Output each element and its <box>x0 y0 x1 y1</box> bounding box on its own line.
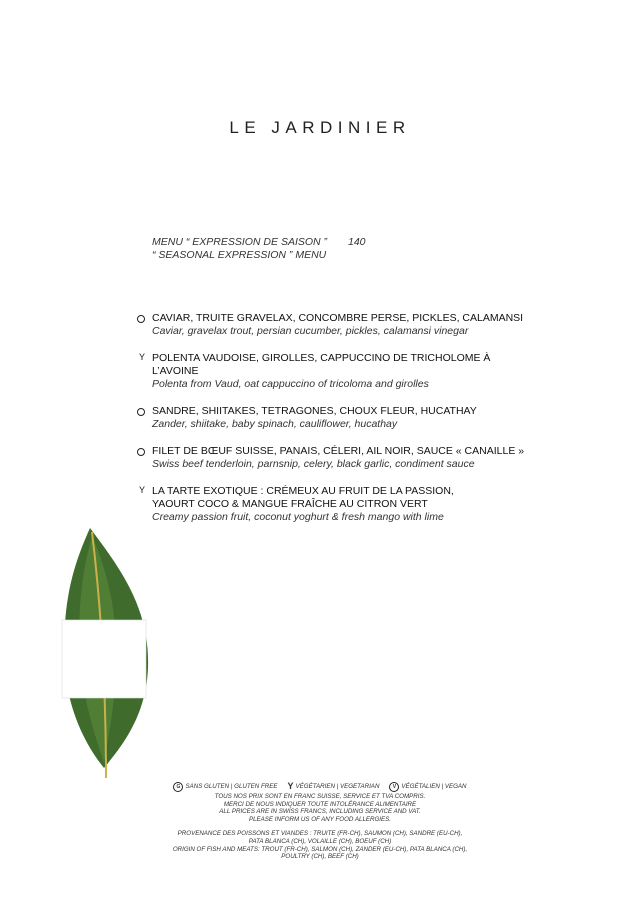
course-item <box>136 445 536 471</box>
origin-note-en-2: POULTRY (CH), BEEF (CH) <box>281 853 359 861</box>
vegetarian-icon: Y <box>287 781 294 792</box>
menu-price: 140 <box>348 236 366 248</box>
vegetarian-icon: Y <box>138 485 145 495</box>
course-title-fr: SANDRE, SHIITAKES, TETRAGONES, CHOUX FLEUR, HUCATHAY <box>152 405 477 417</box>
origin-note-en: ORIGIN OF FISH AND MEATS: TROUT (FR-CH), SALMON (CH), ZANDER (EU-CH), PATA BLANCA (CH), <box>172 845 468 853</box>
course-item <box>136 352 536 391</box>
vegetarian-icon: Y <box>138 352 145 362</box>
course-title-fr: CAVIAR, TRUITE GRAVELAX, CONCOMBRE PERSE, PICKLES, CALAMANSI <box>152 312 524 324</box>
menu-header <box>152 236 366 262</box>
menu-name-en: “ SEASONAL EXPRESSION ” MENU <box>152 249 327 261</box>
course-item <box>136 312 536 338</box>
origin-note-fr-2: PATA BLANCA (CH), VOLAILLE (CH), BOEUF (CH) <box>248 837 392 845</box>
vegan-icon: V <box>389 782 399 792</box>
restaurant-title: LE JARDINIER <box>229 118 411 137</box>
course-item <box>136 405 536 431</box>
legend-vegetarian <box>288 783 380 791</box>
legend-vegan <box>389 782 466 792</box>
course-list <box>136 312 536 538</box>
course-desc-en: Creamy passion fruit, coconut yoghurt & fresh mango with lime <box>152 511 444 523</box>
gluten-free-icon <box>137 408 145 416</box>
gluten-free-icon <box>137 315 145 323</box>
legend-vegan-label: VÉGÉTALIEN | VEGAN <box>401 783 467 791</box>
price-note-en: ALL PRICES ARE IN SWISS FRANCS, INCLUDING SERVICE AND VAT. <box>219 808 421 816</box>
leaf-illustration <box>60 528 150 778</box>
course-title-fr: LA TARTE EXOTIQUE : CRÉMEUX AU FRUIT DE LA PASSION, <box>152 485 454 497</box>
course-desc-en: Swiss beef tenderloin, parnsnip, celery, black garlic, condiment sauce <box>152 458 475 470</box>
footer-legend <box>0 782 640 861</box>
course-title-fr: POLENTA VAUDOISE, GIROLLES, CAPPUCCINO DE TRICHOLOME À L’AVOINE <box>152 352 491 377</box>
gluten-free-icon: G <box>173 782 183 792</box>
gluten-free-icon <box>137 448 145 456</box>
course-item <box>136 485 536 524</box>
menu-name-fr: MENU “ EXPRESSION DE SAISON ” <box>152 236 328 248</box>
price-note: TOUS NOS PRIX SONT EN FRANC SUISSE, SERVICE ET TVA COMPRIS. <box>214 793 426 800</box>
diet-legend <box>0 782 640 792</box>
leaf-label-card <box>62 620 146 698</box>
legend-vegetarian-label: VÉGÉTARIEN | VEGETARIAN <box>295 783 380 791</box>
allergy-note-fr: MERCI DE NOUS INDIQUER TOUTE INTOLÉRANCE ALIMENTAIRE <box>223 800 417 808</box>
legend-gluten-free-label: SANS GLUTEN | GLUTEN FREE <box>185 783 278 791</box>
course-desc-en: Polenta from Vaud, oat cappuccino of tricoloma and girolles <box>152 378 429 390</box>
origin-note-fr: PROVENANCE DES POISSONS ET VIANDES : TRUITE (FR-CH), SAUMON (CH), SANDRE (EU-CH), <box>177 830 463 838</box>
course-desc-en: Zander, shiitake, baby spinach, cauliflower, hucathay <box>152 418 398 430</box>
allergy-note-en: PLEASE INFORM US OF ANY FOOD ALLERGIES. <box>248 815 391 823</box>
legend-gluten-free <box>173 782 277 792</box>
course-title-fr-line2: YAOURT COCO & MANGUE FRAÎCHE AU CITRON VERT <box>152 498 428 510</box>
course-desc-en: Caviar, gravelax trout, persian cucumber, pickles, calamansi vinegar <box>152 325 469 337</box>
course-title-fr: FILET DE BŒUF SUISSE, PANAIS, CÉLERI, AIL NOIR, SAUCE « CANAILLE » <box>152 445 525 457</box>
